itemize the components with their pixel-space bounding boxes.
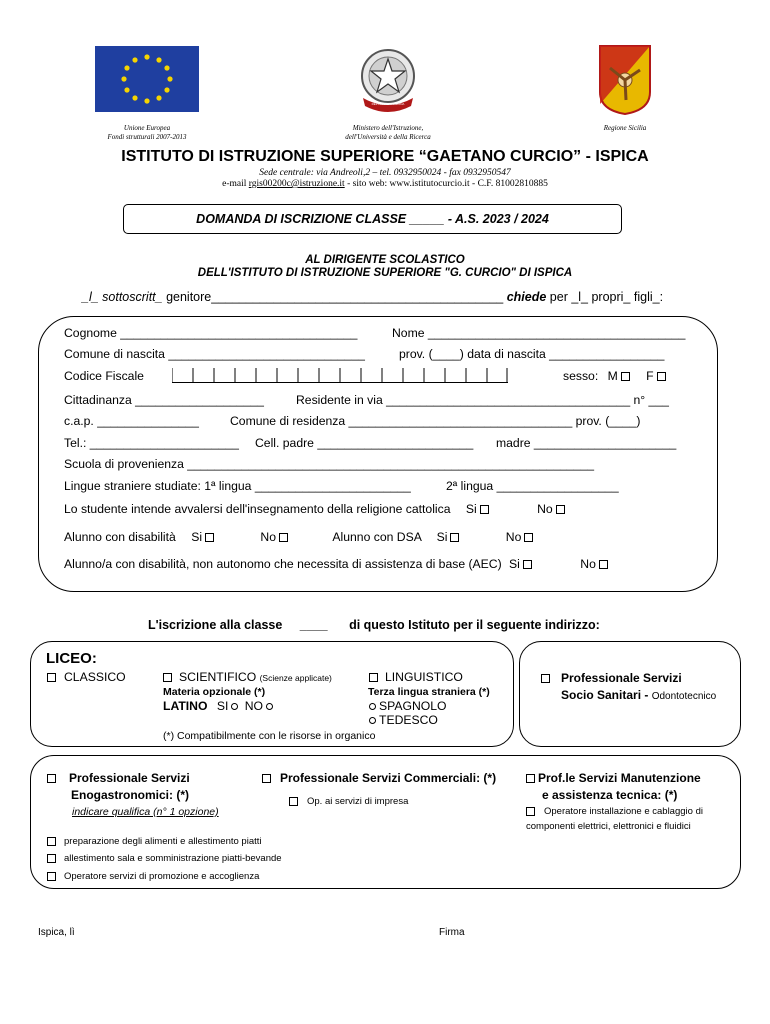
signature-label: Firma <box>439 927 465 938</box>
lingua-2-field[interactable]: 2ª lingua __________________ <box>446 479 619 493</box>
liceo-note: (*) Compatibilmente con le risorse in organico <box>163 730 376 742</box>
eno-opt-1-label: preparazione degli alimenti e allestimento piatti <box>64 836 262 847</box>
cittadinanza-field[interactable]: Cittadinanza ___________________ <box>64 393 264 407</box>
manutenzione-opt-1-line-1: Operatore installazione e cablaggio di <box>544 806 703 817</box>
manutenzione-opt-1-line-2: componenti elettrici, elettronici e fluidici <box>526 821 691 832</box>
cognome-field[interactable]: Cognome ___________________________________ <box>64 326 358 340</box>
disabilita-si-label: Si <box>191 530 203 544</box>
materia-opzionale-label: Materia opzionale (*) <box>163 686 266 698</box>
comune-residenza-field[interactable]: Comune di residenza _________________________________ prov. (____) <box>230 414 641 428</box>
madre-field[interactable]: madre _____________________ <box>496 436 677 450</box>
enogastronomici-line-2: Enogastronomici: (*) <box>71 788 190 802</box>
lingua-1-field[interactable]: Lingue straniere studiate: 1ª lingua _______________________ <box>64 479 411 493</box>
latino-si-radio[interactable] <box>231 703 238 710</box>
dsa-si-label: Si <box>436 530 448 544</box>
linguistico-checkbox[interactable] <box>369 673 378 682</box>
sesso-f-checkbox[interactable] <box>657 372 666 381</box>
contact-line <box>0 179 770 189</box>
religione-row <box>64 502 568 516</box>
disabilita-si-checkbox[interactable] <box>205 533 214 542</box>
religione-si-label: Si <box>465 502 477 516</box>
aec-si-label: Si <box>509 557 520 571</box>
eno-opt-3-checkbox[interactable] <box>47 872 56 881</box>
title-box <box>123 204 622 234</box>
region-caption: Regione Sicilia <box>603 124 647 132</box>
sesso-label: sesso: <box>563 369 599 383</box>
socio-sanitari-odontotecnico: Odontotecnico <box>651 691 717 702</box>
eu-caption-line-2: Fondi strutturali 2007-2013 <box>107 133 187 141</box>
socio-sanitari-checkbox[interactable] <box>541 674 550 683</box>
enroll-text-left: L'iscrizione alla classe <box>148 618 283 632</box>
dsa-no-checkbox[interactable] <box>524 533 533 542</box>
tedesco-label: TEDESCO <box>379 713 438 727</box>
prov-data-nascita-field[interactable]: prov. (____) data di nascita _________________ <box>399 347 665 361</box>
latino-label: LATINO <box>163 699 208 713</box>
emblem-ribbon-text: REPUBBLICA ITALIANA <box>371 102 405 106</box>
comune-nascita-field[interactable]: Comune di nascita _____________________________ <box>64 347 365 361</box>
disabilita-no-checkbox[interactable] <box>279 533 288 542</box>
italian-republic-emblem <box>355 44 421 116</box>
dsa-label: Alunno con DSA <box>332 530 422 544</box>
classico-checkbox[interactable] <box>47 673 56 682</box>
disabilita-no-label: No <box>260 530 277 544</box>
addressee-line-1: AL DIRIGENTE SCOLASTICO <box>305 254 465 266</box>
disabilita-label: Alunno con disabilità <box>64 530 176 544</box>
spagnolo-radio[interactable] <box>369 703 376 710</box>
scientifico-checkbox[interactable] <box>163 673 172 682</box>
scuola-provenienza-field[interactable]: Scuola di provenienza ____________________________________________________________ <box>64 457 594 471</box>
disabilita-row <box>64 530 536 544</box>
request-line <box>82 290 663 304</box>
codice-fiscale-label: Codice Fiscale <box>64 369 144 383</box>
dsa-si-checkbox[interactable] <box>450 533 459 542</box>
ministry-caption-line-1: Ministero dell'Istruzione, <box>352 124 424 132</box>
dsa-no-label: No <box>505 530 522 544</box>
enroll-text-right: di questo Istituto per il seguente indirizzo: <box>349 618 600 632</box>
sicily-region-logo <box>598 44 652 116</box>
classico-label: CLASSICO <box>64 670 126 684</box>
place-date-label: Ispica, lì <box>38 927 75 938</box>
eno-opt-1-checkbox[interactable] <box>47 837 56 846</box>
enogastronomici-checkbox[interactable] <box>47 774 56 783</box>
latino-si-label: SI <box>216 699 229 713</box>
liceo-title: LICEO: <box>46 650 97 667</box>
request-child: per _l_ propri_ figli_: <box>546 290 664 304</box>
tedesco-radio[interactable] <box>369 717 376 724</box>
aec-no-checkbox[interactable] <box>599 560 608 569</box>
religione-no-checkbox[interactable] <box>556 505 565 514</box>
aec-label: Alunno/a con disabilità, non autonomo che necessita di assistenza di base (AEC) <box>64 557 502 571</box>
request-parent[interactable]: genitore__________________________________________ <box>162 290 507 304</box>
aec-si-checkbox[interactable] <box>523 560 532 569</box>
institute-title: ISTITUTO DI ISTRUZIONE SUPERIORE “GAETANO CURCIO” - ISPICA <box>121 148 649 165</box>
manutenzione-checkbox[interactable] <box>526 774 535 783</box>
manutenzione-opt-1-checkbox[interactable] <box>526 807 535 816</box>
sesso-m-checkbox[interactable] <box>621 372 630 381</box>
latino-no-label: NO <box>244 699 264 713</box>
tel-field[interactable]: Tel.: ______________________ <box>64 436 239 450</box>
nome-field[interactable]: Nome ______________________________________ <box>392 326 686 340</box>
residente-field[interactable]: Residente in via ____________________________________ n° ___ <box>296 393 669 407</box>
socio-sanitari-line-2: Socio Sanitari - <box>561 688 652 702</box>
religione-label: Lo studente intende avvalersi dell'insegnamento della religione cattolica <box>64 502 451 516</box>
cell-padre-field[interactable]: Cell. padre _______________________ <box>255 436 474 450</box>
request-verb: chiede <box>506 290 547 304</box>
enroll-class-blank[interactable]: ____ <box>299 618 328 632</box>
latino-no-radio[interactable] <box>266 703 273 710</box>
eno-opt-2-checkbox[interactable] <box>47 854 56 863</box>
commerciali-opt-1-checkbox[interactable] <box>289 797 298 806</box>
manutenzione-line-1: Prof.le Servizi Manutenzione <box>538 771 701 785</box>
codice-fiscale-input[interactable] <box>172 368 508 383</box>
aec-row <box>64 557 611 571</box>
contact-suffix: - sito web: www.istitutocurcio.it - C.F. 81002810885 <box>344 179 548 189</box>
eu-flag-logo <box>95 46 199 112</box>
ministry-caption-line-2: dell'Università e della Ricerca <box>345 133 431 141</box>
sesso-group <box>563 369 669 383</box>
commerciali-title: Professionale Servizi Commerciali: (*) <box>280 771 497 785</box>
email-link[interactable]: rgis00200c@istruzione.it <box>248 179 345 189</box>
address-line: Sede centrale: via Andreoli,2 – tel. 0932950024 - fax 0932950547 <box>259 168 511 178</box>
eu-caption-line-1: Unione Europea <box>123 124 171 132</box>
cap-field[interactable]: c.a.p. _______________ <box>64 414 199 428</box>
eno-opt-2-label: allestimento sala e somministrazione piatti-bevande <box>64 853 282 864</box>
scientifico-label: SCIENTIFICO <box>179 670 257 684</box>
terza-lingua-label: Terza lingua straniera (*) <box>368 686 490 698</box>
enroll-line <box>148 618 600 632</box>
commerciali-checkbox[interactable] <box>262 774 271 783</box>
contact-prefix: e-mail <box>222 179 249 189</box>
scientifico-note: (Scienze applicate) <box>259 673 332 683</box>
religione-si-checkbox[interactable] <box>480 505 489 514</box>
enogastronomici-line-3: indicare qualifica (n° 1 opzione) <box>72 806 219 818</box>
manutenzione-line-2: e assistenza tecnica: (*) <box>542 788 678 802</box>
eno-opt-3-label: Operatore servizi di promozione e accoglienza <box>64 871 260 882</box>
aec-no-label: No <box>580 557 596 571</box>
addressee-line-2: DELL'ISTITUTO DI ISTRUZIONE SUPERIORE "G. CURCIO" DI ISPICA <box>197 267 573 279</box>
enogastronomici-line-1: Professionale Servizi <box>69 771 190 785</box>
sesso-f-label: F <box>646 369 654 383</box>
request-subject: _l_ sottoscritt_ <box>82 290 163 304</box>
commerciali-opt-1-label: Op. ai servizi di impresa <box>307 796 409 807</box>
eu-stars-icon <box>95 46 199 112</box>
linguistico-label: LINGUISTICO <box>385 670 463 684</box>
application-title: DOMANDA DI ISCRIZIONE CLASSE _____ - A.S. 2023 / 2024 <box>196 212 549 226</box>
socio-sanitari-line-1: Professionale Servizi <box>561 671 682 685</box>
religione-no-label: No <box>537 502 553 516</box>
sesso-m-label: M <box>607 369 618 383</box>
spagnolo-label: SPAGNOLO <box>379 699 447 713</box>
